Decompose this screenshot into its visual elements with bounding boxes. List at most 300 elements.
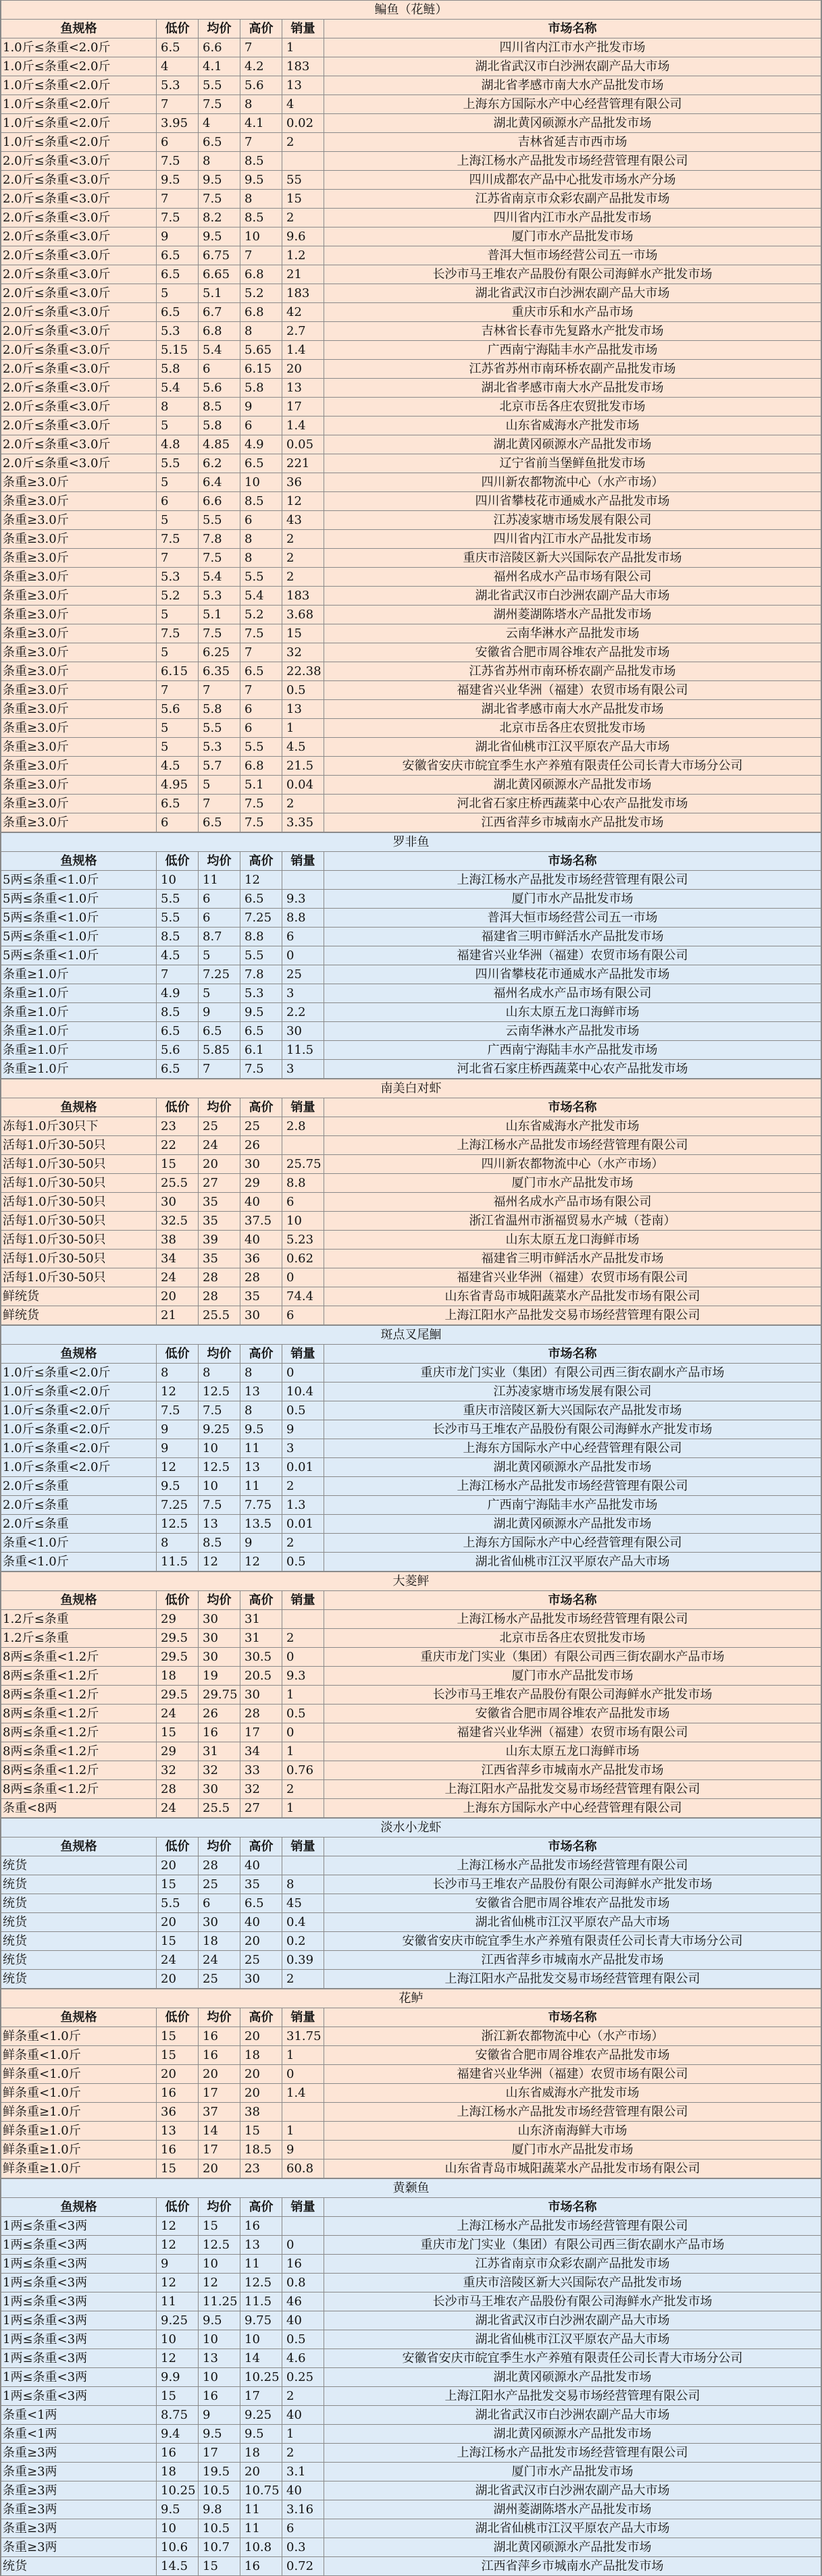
cell-spec: 2.0斤≤条重<3.0斤 bbox=[1, 265, 157, 284]
cell-max: 30 bbox=[240, 1686, 282, 1705]
cell-min: 21 bbox=[157, 1306, 199, 1325]
cell-min: 9.5 bbox=[157, 2500, 199, 2519]
cell-max: 5.8 bbox=[240, 379, 282, 398]
column-header-min: 低价 bbox=[157, 20, 199, 38]
cell-market: 上海江杨水产品批发市场经营管理有限公司 bbox=[324, 2217, 821, 2236]
cell-min: 5.8 bbox=[157, 360, 199, 379]
cell-vol: 6 bbox=[282, 1193, 324, 1212]
cell-market: 福建省兴业华洲（福建）农贸市场有限公司 bbox=[324, 1723, 821, 1742]
table-row bbox=[1, 492, 821, 511]
section-title-row bbox=[1, 1326, 821, 1345]
cell-avg: 30 bbox=[199, 1610, 240, 1629]
cell-max: 7.75 bbox=[240, 1496, 282, 1515]
cell-max: 6.5 bbox=[240, 1894, 282, 1913]
cell-vol: 0.4 bbox=[282, 1913, 324, 1932]
cell-min: 5 bbox=[157, 284, 199, 303]
cell-min: 29.5 bbox=[157, 1629, 199, 1648]
cell-spec: 2.0斤≤条重 bbox=[1, 1515, 157, 1534]
cell-max: 6.15 bbox=[240, 360, 282, 379]
cell-market: 湖北黄冈硕源水产品批发市场 bbox=[324, 1515, 821, 1534]
cell-max: 5.3 bbox=[240, 984, 282, 1003]
cell-vol: 2 bbox=[282, 530, 324, 549]
cell-market: 湖北黄冈硕源水产品批发市场 bbox=[324, 776, 821, 795]
cell-min: 8 bbox=[157, 1534, 199, 1553]
cell-vol: 0.25 bbox=[282, 2368, 324, 2387]
table-row bbox=[1, 2368, 821, 2387]
cell-avg: 6.65 bbox=[199, 265, 240, 284]
cell-min: 8 bbox=[157, 1364, 199, 1383]
cell-min: 5 bbox=[157, 473, 199, 492]
cell-vol: 1 bbox=[282, 719, 324, 738]
cell-avg: 8.5 bbox=[199, 1534, 240, 1553]
cell-max: 7.5 bbox=[240, 795, 282, 813]
section-title-row bbox=[1, 1989, 821, 2008]
cell-min: 12 bbox=[157, 2349, 199, 2368]
cell-market: 湖北省仙桃市江汉平原农产品大市场 bbox=[324, 1553, 821, 1572]
cell-avg: 6.25 bbox=[199, 643, 240, 662]
cell-max: 5.5 bbox=[240, 568, 282, 587]
cell-spec: 条重≥3.0斤 bbox=[1, 643, 157, 662]
cell-max: 6 bbox=[240, 511, 282, 530]
cell-market: 上海江阳水产品批发交易市场经营管理有限公司 bbox=[324, 1306, 821, 1325]
cell-min: 6.5 bbox=[157, 795, 199, 813]
table-row bbox=[1, 360, 821, 379]
cell-spec: 活每1.0斤30-50只 bbox=[1, 1212, 157, 1231]
table-row bbox=[1, 1306, 821, 1325]
cell-market: 湖北省武汉市白沙洲农副产品大市场 bbox=[324, 2311, 821, 2330]
cell-spec: 1.0斤≤条重<2.0斤 bbox=[1, 1439, 157, 1458]
cell-vol: 2.7 bbox=[282, 322, 324, 341]
cell-spec: 2.0斤≤条重<3.0斤 bbox=[1, 171, 157, 190]
column-header-max: 高价 bbox=[240, 1098, 282, 1117]
cell-max: 6 bbox=[240, 719, 282, 738]
cell-avg: 6.8 bbox=[199, 322, 240, 341]
cell-market: 安徽省合肥市周谷堆农产品批发市场 bbox=[324, 1705, 821, 1723]
cell-spec: 8两≤条重<1.2斤 bbox=[1, 1648, 157, 1667]
cell-market: 长沙市马王堆农产品股份有限公司海鲜水产批发市场 bbox=[324, 1420, 821, 1439]
cell-spec: 1两≤条重<3两 bbox=[1, 2217, 157, 2236]
table-row bbox=[1, 284, 821, 303]
cell-max: 13 bbox=[240, 2236, 282, 2255]
cell-min: 5.3 bbox=[157, 76, 199, 95]
column-header-max: 高价 bbox=[240, 20, 282, 38]
cell-min: 7 bbox=[157, 190, 199, 209]
cell-max: 11 bbox=[240, 2500, 282, 2519]
table-row bbox=[1, 1610, 821, 1629]
cell-min: 7 bbox=[157, 95, 199, 114]
cell-vol: 2 bbox=[282, 2444, 324, 2463]
cell-spec: 条重≥3.0斤 bbox=[1, 738, 157, 757]
cell-market: 安徽省安庆市皖宜季生水产养殖有限责任公司长青大市场分公司 bbox=[324, 757, 821, 776]
cell-max: 6.8 bbox=[240, 303, 282, 322]
cell-market: 上海江杨水产品批发市场经营管理有限公司 bbox=[324, 2444, 821, 2463]
table-row bbox=[1, 1629, 821, 1648]
cell-spec: 条重≥3.0斤 bbox=[1, 813, 157, 832]
cell-min: 9 bbox=[157, 1420, 199, 1439]
cell-avg: 28 bbox=[199, 1268, 240, 1287]
cell-spec: 5两≤条重<1.0斤 bbox=[1, 928, 157, 946]
table-row bbox=[1, 568, 821, 587]
cell-min: 5 bbox=[157, 606, 199, 624]
column-header-vol: 销量 bbox=[282, 1837, 324, 1856]
column-header-vol: 销量 bbox=[282, 852, 324, 871]
cell-vol: 1.2 bbox=[282, 246, 324, 265]
table-row bbox=[1, 303, 821, 322]
cell-vol: 22.38 bbox=[282, 662, 324, 681]
cell-avg: 17 bbox=[199, 2444, 240, 2463]
cell-min: 8.5 bbox=[157, 928, 199, 946]
cell-min: 5.3 bbox=[157, 568, 199, 587]
cell-avg: 30 bbox=[199, 1913, 240, 1932]
table-row bbox=[1, 1742, 821, 1761]
cell-min: 6.5 bbox=[157, 38, 199, 57]
cell-spec: 条重≥3两 bbox=[1, 2481, 157, 2500]
cell-avg: 12.5 bbox=[199, 1458, 240, 1477]
cell-max: 5.2 bbox=[240, 606, 282, 624]
cell-vol: 2 bbox=[282, 549, 324, 568]
cell-spec: 条重<1两 bbox=[1, 2406, 157, 2425]
column-header-market: 市场名称 bbox=[324, 1345, 821, 1364]
cell-min: 6.15 bbox=[157, 662, 199, 681]
table-row bbox=[1, 1193, 821, 1212]
cell-max: 8.8 bbox=[240, 928, 282, 946]
table-row bbox=[1, 322, 821, 341]
table-row bbox=[1, 1723, 821, 1742]
cell-market: 福建省兴业华洲（福建）农贸市场有限公司 bbox=[324, 946, 821, 965]
cell-market: 厦门市水产品批发市场 bbox=[324, 2141, 821, 2159]
cell-market: 安徽省合肥市周谷堆农产品批发市场 bbox=[324, 2046, 821, 2065]
cell-market: 江西省萍乡市城南水产品批发市场 bbox=[324, 1951, 821, 1970]
cell-spec: 条重≥3两 bbox=[1, 2463, 157, 2481]
cell-max: 10 bbox=[240, 473, 282, 492]
cell-vol: 2 bbox=[282, 1534, 324, 1553]
cell-max: 6 bbox=[240, 417, 282, 435]
cell-max: 20 bbox=[240, 2084, 282, 2103]
cell-min: 6.5 bbox=[157, 303, 199, 322]
cell-market: 长沙市马王堆农产品股份有限公司海鲜水产批发市场 bbox=[324, 265, 821, 284]
table-row bbox=[1, 38, 821, 57]
cell-vol: 2.2 bbox=[282, 1003, 324, 1022]
cell-max: 8 bbox=[240, 322, 282, 341]
table-row bbox=[1, 1553, 821, 1572]
cell-min: 24 bbox=[157, 1268, 199, 1287]
cell-market: 重庆市乐和水产品市场 bbox=[324, 303, 821, 322]
cell-market: 湖北省仙桃市江汉平原农产品大市场 bbox=[324, 738, 821, 757]
cell-avg: 5.7 bbox=[199, 757, 240, 776]
cell-spec: 鲜条重≥1.0斤 bbox=[1, 2141, 157, 2159]
cell-max: 32 bbox=[240, 1780, 282, 1799]
cell-min: 29 bbox=[157, 1742, 199, 1761]
cell-min: 5.5 bbox=[157, 890, 199, 909]
column-header-market: 市场名称 bbox=[324, 20, 821, 38]
cell-vol: 0 bbox=[282, 1268, 324, 1287]
table-row bbox=[1, 1250, 821, 1268]
cell-spec: 2.0斤≤条重<3.0斤 bbox=[1, 398, 157, 417]
table-row bbox=[1, 398, 821, 417]
cell-market: 浙江新农都物流中心（水产市场） bbox=[324, 2027, 821, 2046]
cell-max: 9 bbox=[240, 398, 282, 417]
cell-avg: 7.8 bbox=[199, 530, 240, 549]
cell-vol: 13 bbox=[282, 700, 324, 719]
column-header-min: 低价 bbox=[157, 1837, 199, 1856]
cell-spec: 1两≤条重<3两 bbox=[1, 2236, 157, 2255]
cell-market: 湖北省仙桃市江汉平原农产品大市场 bbox=[324, 1913, 821, 1932]
cell-vol: 13 bbox=[282, 379, 324, 398]
table-row bbox=[1, 454, 821, 473]
section-title-row bbox=[1, 833, 821, 852]
cell-market: 江苏省苏州市南环桥农副产品批发市场 bbox=[324, 360, 821, 379]
cell-spec: 鲜统货 bbox=[1, 1287, 157, 1306]
cell-vol: 3 bbox=[282, 984, 324, 1003]
cell-avg: 17 bbox=[199, 2141, 240, 2159]
cell-min: 32 bbox=[157, 1761, 199, 1780]
table-row bbox=[1, 133, 821, 152]
cell-min: 5.5 bbox=[157, 1894, 199, 1913]
cell-avg: 5.85 bbox=[199, 1041, 240, 1060]
cell-avg: 26 bbox=[199, 1705, 240, 1723]
cell-vol: 0.5 bbox=[282, 2330, 324, 2349]
cell-vol bbox=[282, 2103, 324, 2122]
header-row bbox=[1, 2008, 821, 2027]
cell-spec: 条重≥3.0斤 bbox=[1, 568, 157, 587]
cell-market: 湖北省仙桃市江汉平原农产品大市场 bbox=[324, 2519, 821, 2538]
column-header-avg: 均价 bbox=[199, 852, 240, 871]
cell-spec: 2.0斤≤条重<3.0斤 bbox=[1, 454, 157, 473]
table-row bbox=[1, 2274, 821, 2292]
cell-max: 12 bbox=[240, 1553, 282, 1572]
column-header-max: 高价 bbox=[240, 1837, 282, 1856]
cell-max: 38 bbox=[240, 2103, 282, 2122]
cell-avg: 12 bbox=[199, 1553, 240, 1572]
cell-market: 河北省石家庄桥西蔬菜中心农产品批发市场 bbox=[324, 1060, 821, 1079]
cell-max: 8 bbox=[240, 549, 282, 568]
cell-vol: 45 bbox=[282, 1894, 324, 1913]
table-row bbox=[1, 1667, 821, 1686]
table-row bbox=[1, 511, 821, 530]
cell-vol: 2 bbox=[282, 133, 324, 152]
cell-max: 9.25 bbox=[240, 2406, 282, 2425]
cell-max: 10 bbox=[240, 2330, 282, 2349]
cell-min: 30 bbox=[157, 1193, 199, 1212]
cell-min: 15 bbox=[157, 1875, 199, 1894]
cell-avg: 9.5 bbox=[199, 2311, 240, 2330]
cell-avg: 29.75 bbox=[199, 1686, 240, 1705]
cell-vol: 0.5 bbox=[282, 1553, 324, 1572]
cell-min: 16 bbox=[157, 2444, 199, 2463]
cell-spec: 条重≥3.0斤 bbox=[1, 530, 157, 549]
cell-min: 34 bbox=[157, 1250, 199, 1268]
cell-avg: 15 bbox=[199, 2217, 240, 2236]
cell-vol: 0.76 bbox=[282, 1761, 324, 1780]
cell-market: 厦门市水产品批发市场 bbox=[324, 2463, 821, 2481]
cell-avg: 7.5 bbox=[199, 549, 240, 568]
cell-max: 9.5 bbox=[240, 171, 282, 190]
cell-avg: 5 bbox=[199, 776, 240, 795]
cell-vol: 0.8 bbox=[282, 2274, 324, 2292]
cell-market: 福州名成水产品市场有限公司 bbox=[324, 568, 821, 587]
cell-min: 5 bbox=[157, 738, 199, 757]
cell-min: 15 bbox=[157, 2027, 199, 2046]
cell-spec: 鲜条重<1.0斤 bbox=[1, 2046, 157, 2065]
cell-spec: 8两≤条重<1.2斤 bbox=[1, 1723, 157, 1742]
cell-vol: 3 bbox=[282, 1060, 324, 1079]
cell-min: 9 bbox=[157, 1439, 199, 1458]
column-header-market: 市场名称 bbox=[324, 2198, 821, 2217]
cell-avg: 4.1 bbox=[199, 57, 240, 76]
table-row bbox=[1, 2557, 821, 2576]
cell-market: 湖北黄冈硕源水产品批发市场 bbox=[324, 2425, 821, 2444]
cell-vol: 0.02 bbox=[282, 114, 324, 133]
cell-market: 山东省青岛市城阳蔬菜水产品批发市场有限公司 bbox=[324, 2159, 821, 2178]
cell-max: 35 bbox=[240, 1875, 282, 1894]
cell-max: 4.1 bbox=[240, 114, 282, 133]
cell-vol: 9 bbox=[282, 2141, 324, 2159]
cell-avg: 16 bbox=[199, 1723, 240, 1742]
cell-min: 15 bbox=[157, 2387, 199, 2406]
section-title: 花鲈 bbox=[1, 1989, 821, 2008]
cell-max: 5.5 bbox=[240, 946, 282, 965]
cell-market: 上海江杨水产品批发市场经营管理有限公司 bbox=[324, 1610, 821, 1629]
table-row bbox=[1, 2046, 821, 2065]
cell-min: 6 bbox=[157, 492, 199, 511]
cell-min: 4.8 bbox=[157, 435, 199, 454]
cell-market: 江苏省苏州市南环桥农副产品批发市场 bbox=[324, 662, 821, 681]
cell-min: 38 bbox=[157, 1231, 199, 1250]
cell-max: 34 bbox=[240, 1742, 282, 1761]
cell-max: 16 bbox=[240, 2557, 282, 2576]
cell-max: 11 bbox=[240, 2255, 282, 2274]
cell-avg: 10.5 bbox=[199, 2481, 240, 2500]
cell-market: 重庆市龙门实业（集团）有限公司西三街农副水产品市场 bbox=[324, 2236, 821, 2255]
column-header-max: 高价 bbox=[240, 2008, 282, 2027]
cell-market: 江西省萍乡市城南水产品批发市场 bbox=[324, 1761, 821, 1780]
cell-market: 湖北省武汉市白沙洲农副产品大市场 bbox=[324, 2481, 821, 2500]
table-row bbox=[1, 341, 821, 360]
cell-spec: 活每1.0斤30-50只 bbox=[1, 1155, 157, 1174]
cell-max: 5.2 bbox=[240, 284, 282, 303]
cell-min: 29.5 bbox=[157, 1686, 199, 1705]
table-row bbox=[1, 2027, 821, 2046]
cell-vol bbox=[282, 2217, 324, 2236]
cell-min: 5.2 bbox=[157, 587, 199, 606]
cell-max: 4.9 bbox=[240, 435, 282, 454]
cell-max: 6.5 bbox=[240, 890, 282, 909]
cell-spec: 2.0斤≤条重<3.0斤 bbox=[1, 303, 157, 322]
cell-spec: 统货 bbox=[1, 1951, 157, 1970]
cell-spec: 1.2斤≤条重 bbox=[1, 1610, 157, 1629]
cell-market: 河北省石家庄桥西蔬菜中心农产品批发市场 bbox=[324, 795, 821, 813]
cell-max: 7.25 bbox=[240, 909, 282, 928]
cell-market: 湖州菱湖陈塔水产品批发市场 bbox=[324, 2500, 821, 2519]
cell-market: 山东省威海水产批发市场 bbox=[324, 2084, 821, 2103]
cell-avg: 11.25 bbox=[199, 2292, 240, 2311]
cell-spec: 鲜条重<1.0斤 bbox=[1, 2027, 157, 2046]
column-header-market: 市场名称 bbox=[324, 852, 821, 871]
cell-spec: 2.0斤≤条重<3.0斤 bbox=[1, 360, 157, 379]
cell-vol: 55 bbox=[282, 171, 324, 190]
cell-vol: 5.23 bbox=[282, 1231, 324, 1250]
cell-max: 5.65 bbox=[240, 341, 282, 360]
cell-vol bbox=[282, 1136, 324, 1155]
cell-max: 4.2 bbox=[240, 57, 282, 76]
cell-vol bbox=[282, 1856, 324, 1875]
cell-max: 12 bbox=[240, 871, 282, 890]
cell-max: 18.5 bbox=[240, 2141, 282, 2159]
cell-max: 7 bbox=[240, 681, 282, 700]
cell-vol: 2 bbox=[282, 795, 324, 813]
cell-market: 上海江杨水产品批发市场经营管理有限公司 bbox=[324, 2103, 821, 2122]
cell-market: 上海江杨水产品批发市场经营管理有限公司 bbox=[324, 1477, 821, 1496]
cell-market: 北京市岳各庄农贸批发市场 bbox=[324, 398, 821, 417]
table-row bbox=[1, 209, 821, 227]
section-table bbox=[1, 1325, 821, 1572]
cell-max: 5.1 bbox=[240, 776, 282, 795]
cell-avg: 25 bbox=[199, 1970, 240, 1989]
cell-market: 上海江阳水产品批发交易市场经营管理有限公司 bbox=[324, 2387, 821, 2406]
table-row bbox=[1, 2444, 821, 2463]
cell-max: 20 bbox=[240, 2463, 282, 2481]
cell-spec: 条重≥3.0斤 bbox=[1, 473, 157, 492]
cell-avg: 5.6 bbox=[199, 379, 240, 398]
cell-market: 厦门市水产品批发市场 bbox=[324, 1174, 821, 1193]
cell-market: 广西南宁海陆丰水产品批发市场 bbox=[324, 1041, 821, 1060]
cell-min: 8.75 bbox=[157, 2406, 199, 2425]
table-row bbox=[1, 2481, 821, 2500]
cell-spec: 1两≤条重<3两 bbox=[1, 2274, 157, 2292]
cell-min: 3.95 bbox=[157, 114, 199, 133]
cell-market: 长沙市马王堆农产品股份有限公司海鲜水产批发市场 bbox=[324, 1875, 821, 1894]
cell-vol: 74.4 bbox=[282, 1287, 324, 1306]
cell-max: 11 bbox=[240, 1439, 282, 1458]
cell-spec: 鲜条重<1.0斤 bbox=[1, 2084, 157, 2103]
cell-max: 18 bbox=[240, 2444, 282, 2463]
cell-market: 山东省威海水产批发市场 bbox=[324, 417, 821, 435]
cell-market: 湖北黄冈硕源水产品批发市场 bbox=[324, 1458, 821, 1477]
cell-vol: 8.8 bbox=[282, 1174, 324, 1193]
cell-min: 7 bbox=[157, 965, 199, 984]
cell-spec: 条重≥3两 bbox=[1, 2538, 157, 2557]
cell-max: 31 bbox=[240, 1610, 282, 1629]
cell-avg: 8.2 bbox=[199, 209, 240, 227]
header-row bbox=[1, 1837, 821, 1856]
cell-vol: 9.3 bbox=[282, 1667, 324, 1686]
table-row bbox=[1, 1951, 821, 1970]
cell-spec: 1两≤条重<3两 bbox=[1, 2292, 157, 2311]
cell-min: 20 bbox=[157, 1856, 199, 1875]
table-row bbox=[1, 1686, 821, 1705]
cell-min: 6.5 bbox=[157, 265, 199, 284]
cell-min: 36 bbox=[157, 2103, 199, 2122]
cell-market: 湖北黄冈硕源水产品批发市场 bbox=[324, 2368, 821, 2387]
cell-max: 11 bbox=[240, 2519, 282, 2538]
cell-spec: 2.0斤≤条重<3.0斤 bbox=[1, 417, 157, 435]
cell-spec: 8两≤条重<1.2斤 bbox=[1, 1780, 157, 1799]
table-row bbox=[1, 1231, 821, 1250]
cell-min: 24 bbox=[157, 1705, 199, 1723]
cell-spec: 1.0斤≤条重<2.0斤 bbox=[1, 57, 157, 76]
table-row bbox=[1, 1003, 821, 1022]
cell-vol: 40 bbox=[282, 2311, 324, 2330]
cell-vol: 183 bbox=[282, 57, 324, 76]
cell-vol: 9 bbox=[282, 1420, 324, 1439]
column-header-vol: 销量 bbox=[282, 1591, 324, 1610]
cell-vol bbox=[282, 871, 324, 890]
cell-market: 福建省兴业华洲（福建）农贸市场有限公司 bbox=[324, 681, 821, 700]
cell-max: 30 bbox=[240, 1970, 282, 1989]
column-header-avg: 均价 bbox=[199, 2198, 240, 2217]
cell-vol: 3.1 bbox=[282, 2463, 324, 2481]
cell-min: 32.5 bbox=[157, 1212, 199, 1231]
